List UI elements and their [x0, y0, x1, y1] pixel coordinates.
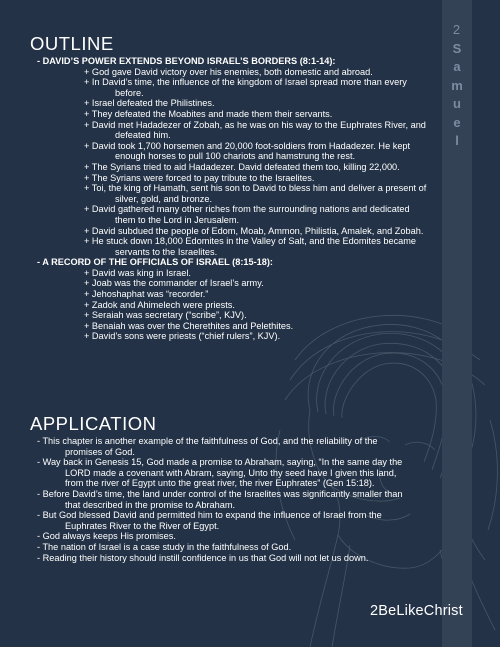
outline-item	[37, 98, 437, 109]
outline-item-text: + Toi, the king of Hamath, sent his son to David to bless him and deliver a present of	[84, 183, 427, 194]
outline-item	[37, 236, 437, 257]
outline-item	[37, 331, 437, 342]
brand-logo-text: 2BeLikeChrist	[370, 603, 463, 619]
outline-item	[37, 289, 437, 300]
outline-item	[37, 310, 437, 321]
outline-item-text: + God gave David victory over his enemies, both domestic and abroad.	[84, 66, 373, 77]
outline-item	[37, 183, 437, 204]
book-letter: a	[453, 59, 461, 75]
application-heading: APPLICATION	[30, 413, 157, 434]
application-item-continuation: promises of God.	[65, 446, 135, 457]
application-item-continuation: Euphrates River to the River of Egypt.	[65, 520, 220, 531]
application-list	[37, 436, 437, 563]
book-letter: l	[455, 133, 459, 149]
outline-item-text: + Benaiah was over the Cherethites and Pelethites.	[84, 320, 294, 331]
book-letter: u	[453, 96, 461, 112]
outline-item	[37, 67, 437, 78]
book-number: 2	[452, 22, 462, 37]
outline-item-continuation: defeated him.	[115, 130, 171, 141]
application-item-text: - Way back in Genesis 15, God made a promise to Abraham, saying, “In the same day the	[37, 457, 403, 468]
application-item-continuation: LORD made a covenant with Abram, saying, Unto thy seed have I given this land,	[65, 467, 397, 478]
application-item	[37, 489, 437, 510]
outline-item-text: + Zadok and Ahimelech were priests.	[84, 299, 235, 310]
outline-item-text: + They defeated the Moabites and made them their servants.	[84, 108, 333, 119]
book-letter: m	[451, 77, 463, 93]
outline-item-continuation: silver, gold, and bronze.	[115, 193, 213, 204]
outline-item-text: + The Syrians tried to aid Hadadezer. David defeated them too, killing 22,000.	[84, 161, 400, 172]
outline-item	[37, 162, 437, 173]
application-item-text: - But God blessed David and permitted him to expand the influence of Israel from the	[37, 510, 382, 521]
application-item-continuation: from the river of Egypt unto the great river, the river Euphrates” (Gen 15:18).	[65, 478, 375, 489]
outline-item-text: + Seraiah was secretary (“scribe”, KJV).	[84, 310, 247, 321]
outline-item-continuation: them to the Lord in Jerusalem.	[115, 214, 240, 225]
application-item	[37, 542, 437, 553]
application-item-text: - Reading their history should instill confidence in us that God will not let us down.	[37, 552, 369, 563]
book-side-tab	[442, 0, 472, 647]
outline-item	[37, 226, 437, 237]
section-title: - DAVID’S POWER EXTENDS BEYOND ISRAEL’S BORDERS (8:1-14):	[37, 56, 336, 66]
outline-item	[37, 120, 437, 141]
outline-item	[37, 321, 437, 332]
application-item	[37, 510, 437, 531]
outline-item-text: + The Syrians were forced to pay tribute to the Israelites.	[84, 172, 315, 183]
outline-item	[37, 300, 437, 311]
application-item-text: - Before David’s time, the land under control of the Israelites was significantly smaller than	[37, 488, 403, 499]
outline-item	[37, 109, 437, 120]
application-item	[37, 436, 437, 457]
outline-item-continuation: servants to the Israelites.	[115, 246, 218, 257]
application-item-continuation: that described in the promise to Abraham.	[65, 499, 236, 510]
outline-item-text: + David met Hadadezer of Zobah, as he was on his way to the Euphrates River, and	[84, 119, 426, 130]
application-item-text: - God always keeps His promises.	[37, 531, 176, 542]
outline-item-text: + Israel defeated the Philistines.	[84, 98, 215, 109]
outline-item	[37, 268, 437, 279]
outline-item-text: + David subdued the people of Edom, Moab, Ammon, Philistia, Amalek, and Zobah.	[84, 225, 424, 236]
book-name-vertical	[442, 40, 472, 150]
section-title: - A RECORD OF THE OFFICIALS OF ISRAEL (8:15-18):	[37, 257, 273, 268]
outline-item-continuation: enough horses to pull 100 chariots and hamstrung the rest.	[115, 151, 356, 162]
book-letter: S	[452, 41, 462, 56]
application-item	[37, 531, 437, 542]
application-item-text: - This chapter is another example of the faithfulness of God, and the reliability of the	[37, 436, 378, 446]
outline-item-text: + Jehoshaphat was “recorder.”	[84, 289, 209, 300]
application-item	[37, 457, 437, 489]
outline-item-text: + In David’s time, the influence of the kingdom of Israel spread more than every	[84, 77, 407, 88]
outline-item	[37, 141, 437, 162]
outline-item-text: + David’s sons were priests (“chief rulers”, KJV).	[84, 331, 281, 342]
outline-item	[37, 173, 437, 184]
outline-heading: OUTLINE	[30, 33, 114, 54]
outline-item-text: + Joab was the commander of Israel’s army.	[84, 278, 264, 289]
outline-item	[37, 278, 437, 289]
application-item	[37, 553, 437, 564]
outline-item-text: + David took 1,700 horsemen and 20,000 foot-soldiers from Hadadezer. He kept	[84, 140, 411, 151]
outline-item-text: + David gathered many other riches from the surrounding nations and dedicated	[84, 204, 410, 215]
outline-item	[37, 204, 437, 225]
outline-item	[37, 77, 437, 98]
outline-item-text: + David was king in Israel.	[84, 267, 191, 278]
book-letter: e	[453, 114, 461, 130]
application-item-text: - The nation of Israel is a case study in the faithfulness of God.	[37, 541, 292, 552]
outline-item-continuation: before.	[115, 87, 144, 98]
outline-item-text: + He stuck down 18,000 Edomites in the Valley of Salt, and the Edomites became	[84, 236, 417, 247]
outline-list	[37, 56, 437, 342]
